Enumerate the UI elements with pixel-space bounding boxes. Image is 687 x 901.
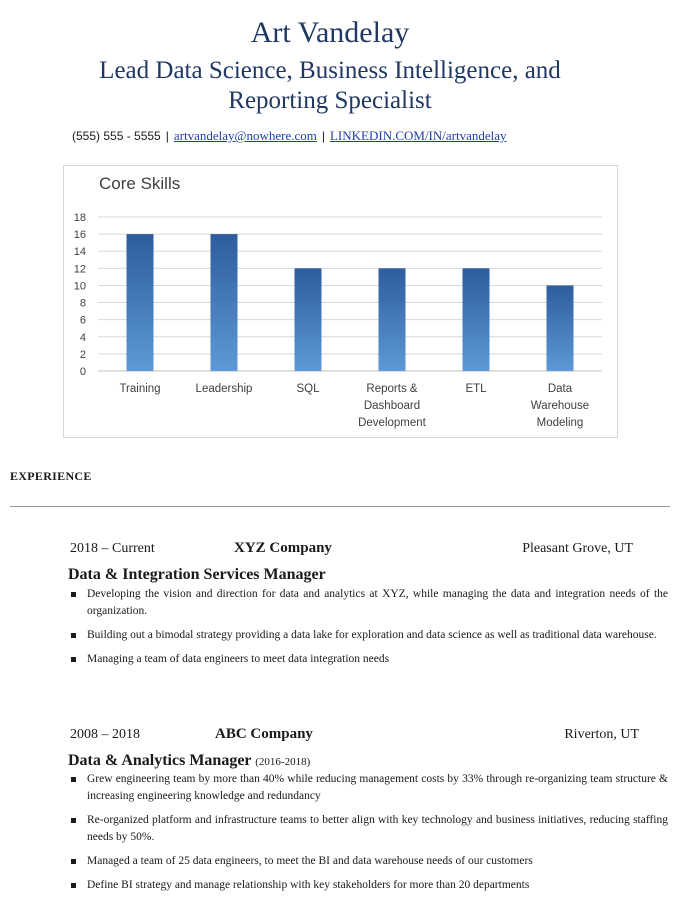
resume-name: Art Vandelay [250, 16, 410, 49]
y-tick-label: 0 [79, 366, 86, 378]
bar [463, 268, 490, 371]
y-tick-label: 10 [73, 280, 86, 293]
y-tick-label: 18 [73, 212, 86, 224]
y-tick-label: 2 [79, 348, 86, 361]
x-tick-label: Training [119, 383, 161, 395]
bar [379, 268, 406, 371]
x-tick-label: Leadership [195, 383, 253, 395]
y-tick-label: 6 [79, 314, 86, 327]
bar [547, 285, 574, 371]
job-bullet: Re-organized platform and infrastructure teams to better align with key technology and business initiatives, reducing staffing needs by 50%. [70, 812, 668, 846]
job-bullets [70, 586, 668, 675]
job-company: ABC Company [215, 726, 313, 742]
x-tick-label: Modeling [536, 417, 584, 429]
chart-plot [0, 0, 687, 450]
job-bullet: Developing the vision and direction for data and analytics at XYZ, while managing the data and integration needs of the organization. [70, 586, 668, 620]
job-title-text: Data & Integration Services Manager [68, 566, 326, 583]
job-tenure: (2016-2018) [255, 756, 311, 768]
x-tick-label: Data [547, 383, 573, 395]
bar [127, 234, 154, 371]
y-tick-label: 4 [79, 331, 86, 344]
job-bullet: Managing a team of data engineers to meet data integration needs [70, 651, 668, 668]
job-location: Riverton, UT [564, 727, 639, 742]
job-years: 2018 – Current [70, 541, 155, 556]
job-years: 2008 – 2018 [70, 727, 140, 742]
bar [211, 234, 238, 371]
job-title [68, 566, 326, 584]
job-bullets [70, 771, 668, 901]
y-tick-label: 14 [73, 246, 86, 259]
contact-separator: | [165, 129, 169, 143]
contact-separator: | [321, 129, 325, 143]
experience-heading: EXPERIENCE [10, 469, 92, 483]
section-divider [10, 506, 670, 507]
x-tick-label: Warehouse [530, 400, 590, 412]
linkedin-link[interactable]: LINKEDIN.COM/IN/artvandelay [329, 128, 507, 143]
job-title [68, 752, 310, 770]
resume-title-line-2: Reporting Specialist [228, 87, 432, 114]
x-tick-label: Development [358, 417, 426, 429]
x-tick-label: SQL [296, 383, 320, 395]
x-tick-label: Reports & [366, 383, 418, 395]
x-tick-label: Dashboard [363, 400, 421, 412]
job-bullet: Managed a team of 25 data engineers, to meet the BI and data warehouse needs of our customers [70, 853, 668, 870]
bar [295, 268, 322, 371]
phone-number: (555) 555 - 5555 [72, 129, 161, 143]
y-tick-label: 12 [73, 263, 86, 276]
resume-title-line-1: Lead Data Science, Business Intelligence, and [99, 57, 561, 84]
y-tick-label: 8 [79, 297, 86, 310]
job-title-text: Data & Analytics Manager [68, 752, 252, 769]
job-location: Pleasant Grove, UT [522, 541, 633, 556]
y-tick-label: 16 [73, 229, 86, 242]
job-bullet: Grew engineering team by more than 40% while reducing management costs by 33% through re-organizing team structure & increasing engineering knowledge and redundancy [70, 771, 668, 805]
job-bullet: Define BI strategy and manage relationship with key stakeholders for more than 20 departments [70, 877, 668, 894]
email-link[interactable]: artvandelay@nowhere.com [173, 128, 317, 143]
job-company: XYZ Company [234, 540, 332, 556]
job-bullet: Building out a bimodal strategy providing a data lake for exploration and data science as well as traditional data warehouse. [70, 627, 668, 644]
chart-title: Core Skills [99, 174, 181, 193]
x-tick-label: ETL [465, 383, 487, 395]
